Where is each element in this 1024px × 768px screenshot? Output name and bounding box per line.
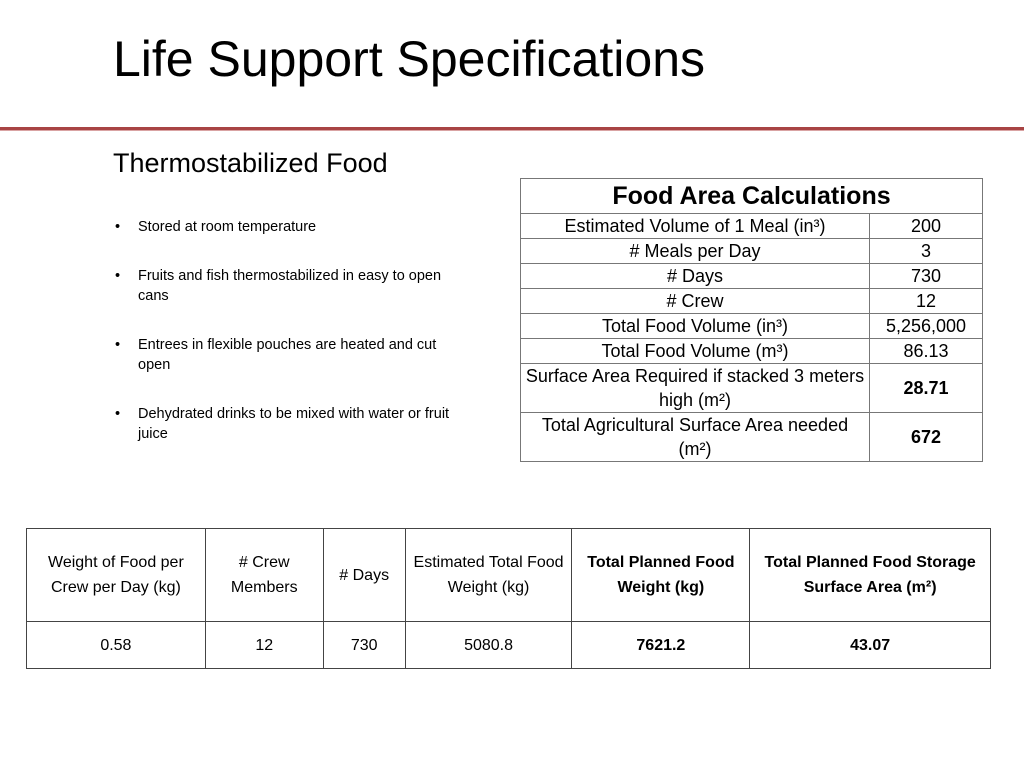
column-header: # Days <box>323 529 405 622</box>
food-area-table-title: Food Area Calculations <box>521 179 983 214</box>
bullet-text: Entrees in flexible pouches are heated and cut open <box>138 337 437 373</box>
row-label: Total Food Volume (m³) <box>521 339 870 364</box>
table-cell: 7621.2 <box>572 622 750 669</box>
table-row <box>521 214 983 239</box>
row-value: 730 <box>870 264 983 289</box>
section-subtitle: Thermostabilized Food <box>113 148 388 178</box>
table-header-row <box>27 529 991 622</box>
table-cell: 5080.8 <box>405 622 572 669</box>
row-value: 672 <box>870 413 983 462</box>
table-cell: 0.58 <box>27 622 206 669</box>
bullet-text: Stored at room temperature <box>138 219 317 235</box>
table-row <box>521 364 983 413</box>
row-label: # Crew <box>521 289 870 314</box>
bullet-icon: • <box>115 337 121 353</box>
row-value: 5,256,000 <box>870 314 983 339</box>
title-divider <box>0 127 1024 131</box>
column-header: Total Planned Food Weight (kg) <box>572 529 750 622</box>
table-row <box>521 339 983 364</box>
table-row <box>521 413 983 462</box>
row-label: # Days <box>521 264 870 289</box>
slide-title: Life Support Specifications <box>113 31 706 87</box>
table-cell: 12 <box>205 622 323 669</box>
food-weight-table <box>26 528 991 669</box>
bullet-item <box>113 266 463 306</box>
row-value: 3 <box>870 239 983 264</box>
bullet-icon: • <box>115 268 121 284</box>
column-header: Total Planned Food Storage Surface Area (m²) <box>750 529 991 622</box>
table-cell: 43.07 <box>750 622 991 669</box>
bullet-item <box>113 335 463 375</box>
bullet-list <box>113 217 463 473</box>
column-header: Estimated Total Food Weight (kg) <box>405 529 572 622</box>
table-row <box>521 264 983 289</box>
bullet-icon: • <box>115 219 121 235</box>
bullet-item <box>113 404 463 444</box>
bullet-text: Fruits and fish thermostabilized in easy to open cans <box>138 268 442 304</box>
row-value: 86.13 <box>870 339 983 364</box>
table-row <box>521 289 983 314</box>
table-header-row <box>521 179 983 214</box>
row-label: Estimated Volume of 1 Meal (in³) <box>521 214 870 239</box>
row-value: 200 <box>870 214 983 239</box>
food-area-table <box>520 178 983 462</box>
row-value: 12 <box>870 289 983 314</box>
row-label: Total Agricultural Surface Area needed (m²) <box>521 413 870 462</box>
row-label: Surface Area Required if stacked 3 meters high (m²) <box>521 364 870 413</box>
table-cell: 730 <box>323 622 405 669</box>
row-label: # Meals per Day <box>521 239 870 264</box>
row-label: Total Food Volume (in³) <box>521 314 870 339</box>
row-value: 28.71 <box>870 364 983 413</box>
table-row <box>521 314 983 339</box>
bullet-item <box>113 217 463 237</box>
table-row <box>27 622 991 669</box>
table-row <box>521 239 983 264</box>
column-header: # Crew Members <box>205 529 323 622</box>
bullet-text: Dehydrated drinks to be mixed with water or fruit juice <box>138 406 450 442</box>
column-header: Weight of Food per Crew per Day (kg) <box>27 529 206 622</box>
bullet-icon: • <box>115 406 121 422</box>
